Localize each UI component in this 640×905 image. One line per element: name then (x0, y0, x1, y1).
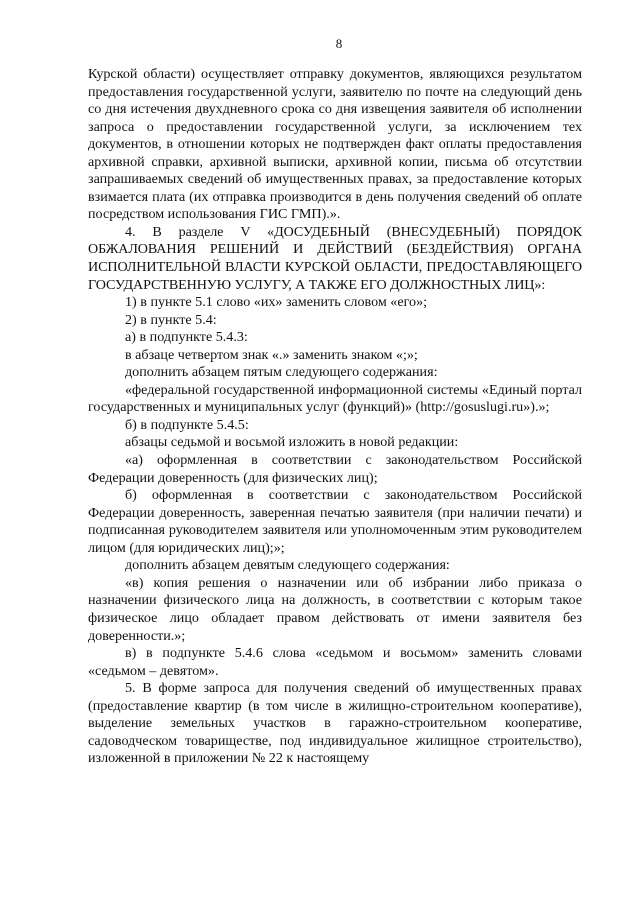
paragraph-section-5-heading: 4. В разделе V «ДОСУДЕБНЫЙ (ВНЕСУДЕБНЫЙ) ПОРЯДОК ОБЖАЛОВАНИЯ РЕШЕНИЙ И ДЕЙСТВИЙ (БЕЗДЕЙСТВИЯ) ОРГАНА ИСПОЛНИТЕЛЬНОЙ ВЛАСТИ КУРСКОЙ ОБЛАСТИ, ПРЕДОСТАВЛЯЮЩЕГО ГОСУДАРСТВЕННУЮ УСЛУГУ, А ТАКЖЕ ЕГО ДОЛЖНОСТНЫХ ЛИЦ»: (88, 223, 582, 293)
paragraph-gosuslugi-quote: «федеральной государственной информационной системы «Единый портал государственных и муниципальных услуг (функций)» (http://gosuslugi.ru»).»; (88, 381, 582, 416)
document-body (88, 66, 582, 768)
paragraph-quote-a: «а) оформленная в соответствии с законодательством Российской Федерации доверенность (для физических лиц); (88, 452, 582, 486)
paragraph-fourth-abzac: в абзаце четвертом знак «.» заменить знаком «;»; (125, 346, 418, 363)
paragraph-item-5: 5. В форме запроса для получения сведений об имущественных правах (предоставление квартир (в том числе в жилищно-строительном кооперативе), выделение земельных участков в гаражно-строительном кооперативе, садоводческом товариществе, под индивидуальное жилищное строительство), изложенной в приложении № 22 к настоящему (88, 680, 582, 767)
paragraph-item-1: 1) в пункте 5.1 слово «их» заменить словом «его»; (125, 294, 428, 311)
paragraph-item-2: 2) в пункте 5.4: (125, 311, 217, 328)
paragraph-subitem-v: в) в подпункте 5.4.6 слова «седьмом и восьмом» заменить словами «седьмом – девятом». (88, 645, 582, 679)
paragraph-quote-v: «в) копия решения о назначении или об избрании либо приказа о назначении физического лица на должность, в соответствии с которым такое физическое лицо обладает правом действовать от имени заявителя без доверенности.»; (88, 574, 582, 644)
paragraph-add-ninth-abzac: дополнить абзацем девятым следующего содержания: (125, 557, 450, 574)
page-number: 8 (335, 36, 343, 51)
paragraph-subitem-b: б) в подпункте 5.4.5: (125, 416, 249, 433)
paragraph-subitem-a: а) в подпункте 5.4.3: (125, 329, 248, 346)
paragraph-continuation: Курской области) осуществляет отправку документов, являющихся результатом предоставления государственной услуги, заявителю по почте на следующий день со дня истечения двухдневного срока со дня извещения заявителя об исполнении запроса о предоставлении государственной услуги, за исключением тех документов, в отношении которых не подтвержден факт оплаты предоставления архивной справки, архивной выписки, архивной копии, письма об отсутствии запрашиваемых сведений об имущественных правах, за предоставление которых взимается плата (их отправка производится в день получения сведений об оплате посредством использования ГИС ГМП).». (88, 66, 582, 223)
paragraph-quote-b: б) оформленная в соответствии с законодательством Российской Федерации доверенность, заверенная печатью заявителя (при наличии печати) и подписанная руководителем заявителя или уполномоченным этим руководителем лицом (для юридических лиц);»; (88, 487, 582, 556)
paragraph-new-edition: абзацы седьмой и восьмой изложить в новой редакции: (125, 434, 459, 451)
paragraph-add-fifth-abzac: дополнить абзацем пятым следующего содержания: (125, 364, 438, 381)
